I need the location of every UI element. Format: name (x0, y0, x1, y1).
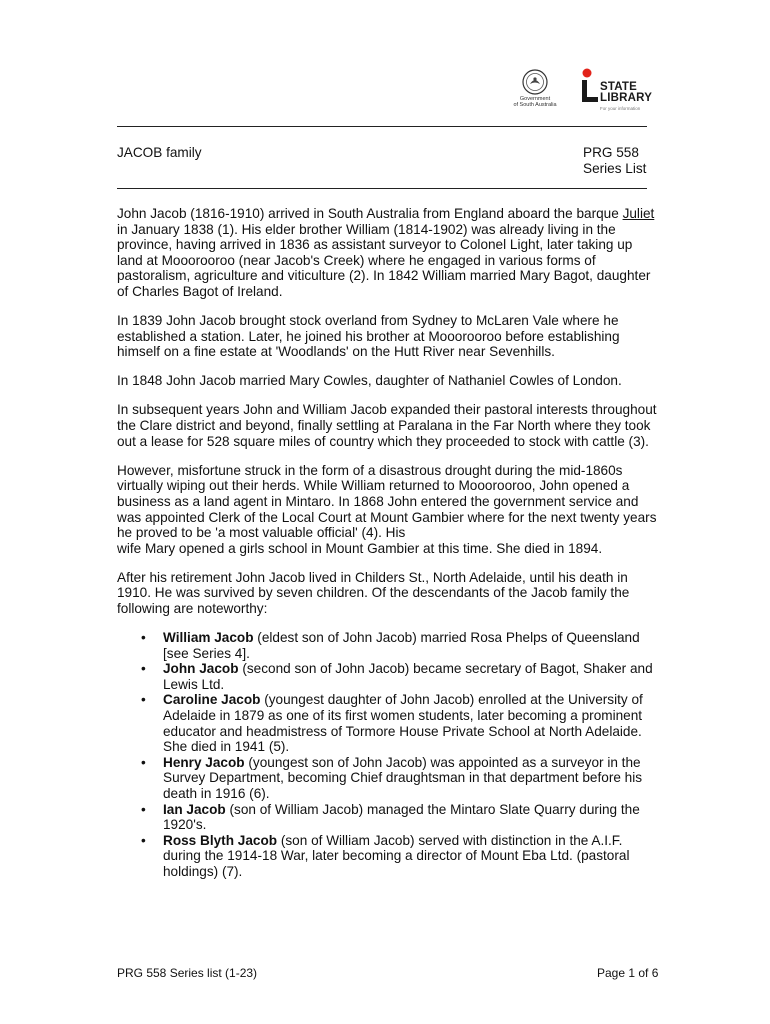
bullet-icon: • (141, 754, 146, 770)
collection-reference-block (583, 145, 646, 177)
person-name: John Jacob (163, 661, 239, 677)
list-item (141, 801, 657, 833)
paragraph-5-part-b: wife Mary opened a girls school in Mount Gambier at this time. She died in 1894. (117, 540, 603, 556)
bullet-icon: • (141, 692, 146, 708)
gov-logo-line1: Government (519, 96, 551, 102)
list-item (141, 754, 657, 802)
bullet-icon: • (141, 630, 146, 646)
gov-logo-line2: of South Australia (513, 102, 557, 108)
person-description: (youngest daughter of John Jacob) enrolled at the University of Adelaide in 1879 as one of its first women students, later becoming a prominent educator and headmistress of Tormore House Private School at North Adelaide. She died in 1941 (5). (163, 692, 643, 755)
list-item (141, 692, 657, 755)
list-item (141, 630, 657, 661)
bullet-icon: • (141, 801, 146, 817)
state-library-mark-icon (578, 68, 600, 108)
state-library-line1: STATE (600, 81, 637, 93)
paragraph-1 (117, 206, 657, 300)
paragraph-5 (117, 463, 657, 557)
state-library-logo (578, 68, 670, 114)
person-name: William Jacob (163, 630, 254, 646)
person-description: (son of William Jacob) managed the Mintaro Slate Quarry during the 1920's. (163, 801, 640, 833)
person-name: Henry Jacob (163, 754, 245, 770)
person-name: Ian Jacob (163, 801, 226, 817)
header-rule-bottom (117, 188, 647, 189)
list-item (141, 832, 657, 880)
paragraph-6: After his retirement John Jacob lived in Childers St., North Adelaide, until his death in 1910. He was survived by seven children. Of the descendants of the Jacob family the following are noteworthy: (117, 569, 630, 616)
footer-series-reference: PRG 558 Series list (1-23) (117, 966, 258, 980)
person-description: (son of William Jacob) served with distinction in the A.I.F. during the 1914-18 War, later becoming a director of Mount Eba Ltd. (pastoral holdings) (7). (163, 832, 630, 879)
person-name: Caroline Jacob (163, 692, 261, 708)
person-description: (second son of John Jacob) became secretary of Bagot, Shaker and Lewis Ltd. (163, 661, 653, 692)
list-item (141, 661, 657, 692)
state-library-wordmark (600, 82, 652, 104)
footer-page-number: Page 1 of 6 (597, 966, 659, 980)
bullet-icon: • (141, 661, 146, 677)
state-library-tagline: For your information (600, 106, 641, 111)
paragraph-4: In subsequent years John and William Jacob expanded their pastoral interests throughout the Clare district and beyond, finally settling at Paralana in the Far North where they took out a lease for 528 square miles of country which they proceeded to stock with cattle (3). (117, 402, 657, 449)
piping-shrike-crest-icon (522, 68, 548, 96)
header-rule-top (117, 126, 647, 127)
paragraph-1-part-b: in January 1838 (1). His elder brother William (1814-1902) was already living in the province, having arrived in 1836 as assistant surveyor to Colonel Light, later taking up land at Mooorooroo (near Jacob's Creek) where he engaged in various forms of pastoralism, agriculture and viticulture (2). In 1842 William married Mary Bagot, daughter of Charles Bagot of Ireland. (117, 221, 651, 299)
paragraph-3: In 1848 John Jacob married Mary Cowles, daughter of Nathaniel Cowles of London. (117, 373, 622, 389)
document-body (117, 206, 657, 880)
ship-name: Juliet (622, 206, 655, 221)
paragraph-5-part-a: However, misfortune struck in the form of a disastrous drought during the mid-1860s virtually wiping out their herds. While William returned to Mooorooroo, John opened a business as a land agent in Mintaro. In 1868 John entered the government service and was appointed Clerk of the Local Court at Mount Gambier where for the next twenty years he proved to be 'a most valuable official' (4). His (117, 462, 657, 541)
header-logos (500, 68, 670, 116)
government-of-south-australia-logo (500, 68, 570, 114)
person-name: Ross Blyth Jacob (163, 832, 278, 848)
person-description: (eldest son of John Jacob) married Rosa Phelps of Queensland [see Series 4]. (163, 630, 640, 661)
noteworthy-descendants-list (117, 630, 657, 880)
person-description: (youngest son of John Jacob) was appointed as a surveyor in the Survey Department, becoming Chief draughtsman in that department before his death in 1916 (6). (163, 754, 643, 801)
bullet-icon: • (141, 832, 146, 848)
paragraph-1-part-a: John Jacob (1816-1910) arrived in South Australia from England aboard the barque (117, 206, 623, 221)
collection-subtitle: Series List (583, 161, 647, 176)
paragraph-2: In 1839 John Jacob brought stock overland from Sydney to McLaren Vale where he established a station. Later, he joined his brother at Mooorooroo before establishing himself on a fine estate at 'Woodlands' on the Hutt River near Sevenhills. (117, 313, 620, 360)
collection-title: JACOB family (117, 145, 202, 160)
collection-reference: PRG 558 (583, 145, 639, 160)
state-library-line2: LIBRARY (600, 92, 653, 104)
